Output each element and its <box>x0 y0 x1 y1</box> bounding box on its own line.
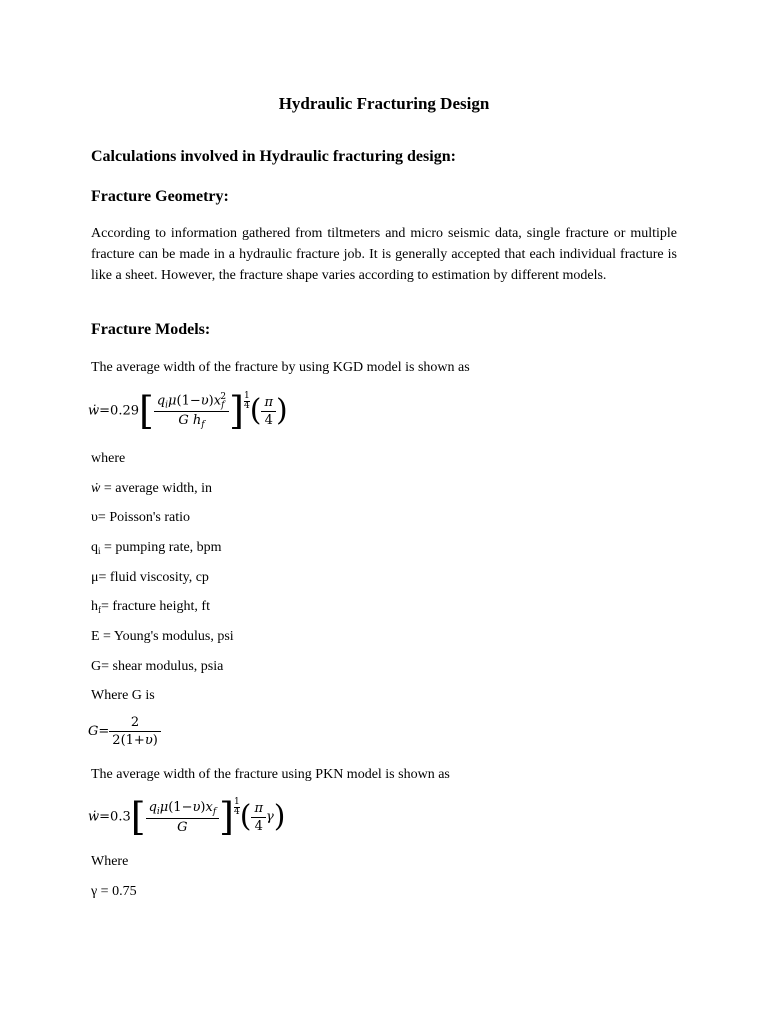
document-title: Hydraulic Fracturing Design <box>278 94 490 113</box>
geometry-paragraph: According to information gathered from tiltmeters and micro seismic data, single fracture or multiple fracture can be made in a hydraulic fracture job. It is generally accepted that each individual fracture is like a sheet. However, the fracture shape varies according to estimation by different models. <box>91 226 677 283</box>
kgd-coefficient: 0.29 <box>110 403 139 419</box>
definition-fracture-height: $h_f=$ fracture height, ft <box>91 599 210 615</box>
where-label: where <box>91 451 126 466</box>
kgd-intro-text: The average width of the fracture by using KGD model is shown as <box>91 360 470 375</box>
gamma-definition: γ = 0.75 <box>91 884 137 899</box>
definition-average-width: ẇ = average width, in <box>91 481 213 496</box>
section-heading-fracture-geometry: Fracture Geometry: <box>91 188 229 205</box>
definition-poissons-ratio: υ= Poisson's ratio <box>91 510 191 525</box>
where-g-label: Where G is <box>91 688 155 703</box>
pkn-equation: ẇ=0.3[ $\frac{q_i\mu(1-\upsilon)x_f}{G}$ ] $\frac{1}{4}$( $\frac{\pi}{4}$ γ) <box>88 795 286 839</box>
definition-youngs-modulus: E = Young's modulus, psi <box>91 629 234 644</box>
section-heading-fracture-models: Fracture Models: <box>91 321 211 338</box>
pkn-coefficient: 0.3 <box>110 809 131 825</box>
section-heading-calculations: Calculations involved in Hydraulic fracturing design: <box>91 148 456 165</box>
pkn-intro-text: The average width of the fracture using PKN model is shown as <box>91 767 450 782</box>
shear-modulus-equation: G= $\frac{2}{2(1+\upsilon)}$ <box>88 715 161 748</box>
where-label-2: Where <box>91 854 129 869</box>
definition-fluid-viscosity: μ= fluid viscosity, cp <box>91 570 209 585</box>
kgd-equation: ẇ=0.29[ $\frac{q_i\mu(1-\upsilon)x_f^2}{G h_f}$ ] $\frac{1}{4}$( $\frac{\pi}{4}$ ) <box>88 389 288 434</box>
definition-pumping-rate: $q_i$ = pumping rate, bpm <box>91 540 222 556</box>
definition-shear-modulus: G= shear modulus, psia <box>91 659 224 674</box>
